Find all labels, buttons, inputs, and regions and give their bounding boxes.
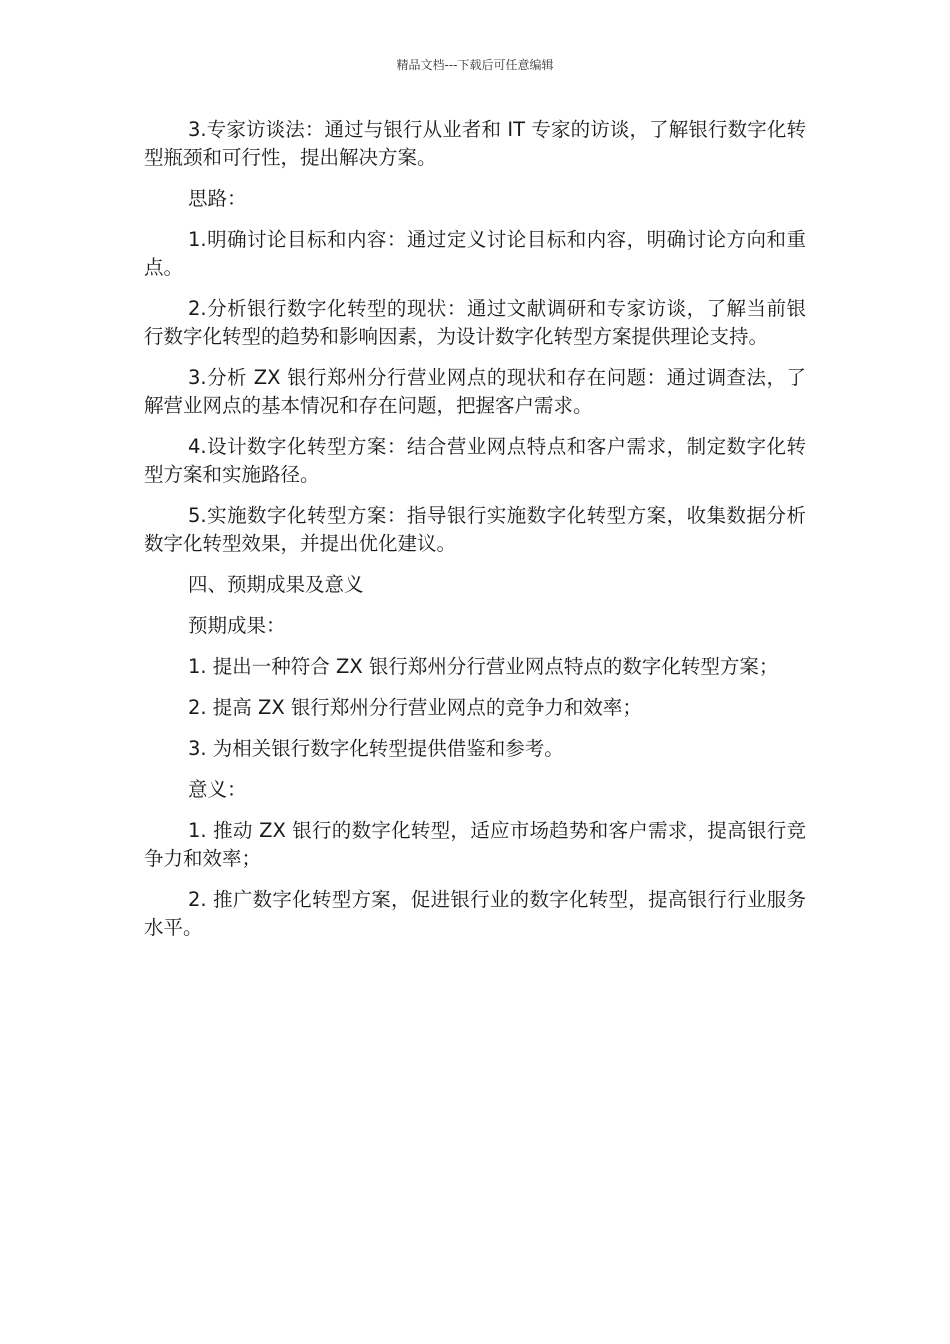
paragraph-approach-5: 5.实施数字化转型方案：指导银行实施数字化转型方案，收集数据分析数字化转型效果，并提出优化建议。 — [144, 504, 806, 555]
paragraph-result-3: 3. 为相关银行数字化转型提供借鉴和参考。 — [188, 737, 564, 760]
paragraph-approach-2: 2.分析银行数字化转型的现状：通过文献调研和专家访谈，了解当前银行数字化转型的趋势和影响因素，为设计数字化转型方案提供理论支持。 — [144, 297, 806, 348]
paragraph-expert-interview: 3.专家访谈法：通过与银行从业者和 IT 专家的访谈，了解银行数字化转型瓶颈和可行性，提出解决方案。 — [144, 118, 806, 169]
page-header: 精品文档---下载后可任意编辑 — [396, 58, 554, 72]
paragraph-approach-3: 3.分析 ZX 银行郑州分行营业网点的现状和存在问题：通过调查法，了解营业网点的基本情况和存在问题，把握客户需求。 — [144, 366, 806, 417]
paragraph-approach-heading: 思路： — [188, 187, 247, 210]
paragraph-approach-1: 1.明确讨论目标和内容：通过定义讨论目标和内容，明确讨论方向和重点。 — [144, 228, 806, 279]
section-heading-expected-results: 四、预期成果及意义 — [188, 573, 364, 596]
paragraph-approach-4: 4.设计数字化转型方案：结合营业网点特点和客户需求，制定数字化转型方案和实施路径。 — [144, 435, 806, 486]
paragraph-result-2: 2. 提高 ZX 银行郑州分行营业网点的竞争力和效率； — [188, 696, 642, 719]
paragraph-result-1: 1. 提出一种符合 ZX 银行郑州分行营业网点特点的数字化转型方案； — [188, 655, 779, 678]
paragraph-significance-2: 2. 推广数字化转型方案，促进银行业的数字化转型，提高银行行业服务水平。 — [144, 888, 806, 939]
paragraph-significance-label: 意义： — [188, 778, 247, 801]
document-body — [144, 116, 806, 955]
paragraph-significance-1: 1. 推动 ZX 银行的数字化转型，适应市场趋势和客户需求，提高银行竞争力和效率； — [144, 819, 806, 870]
paragraph-expected-results-label: 预期成果： — [188, 614, 286, 637]
